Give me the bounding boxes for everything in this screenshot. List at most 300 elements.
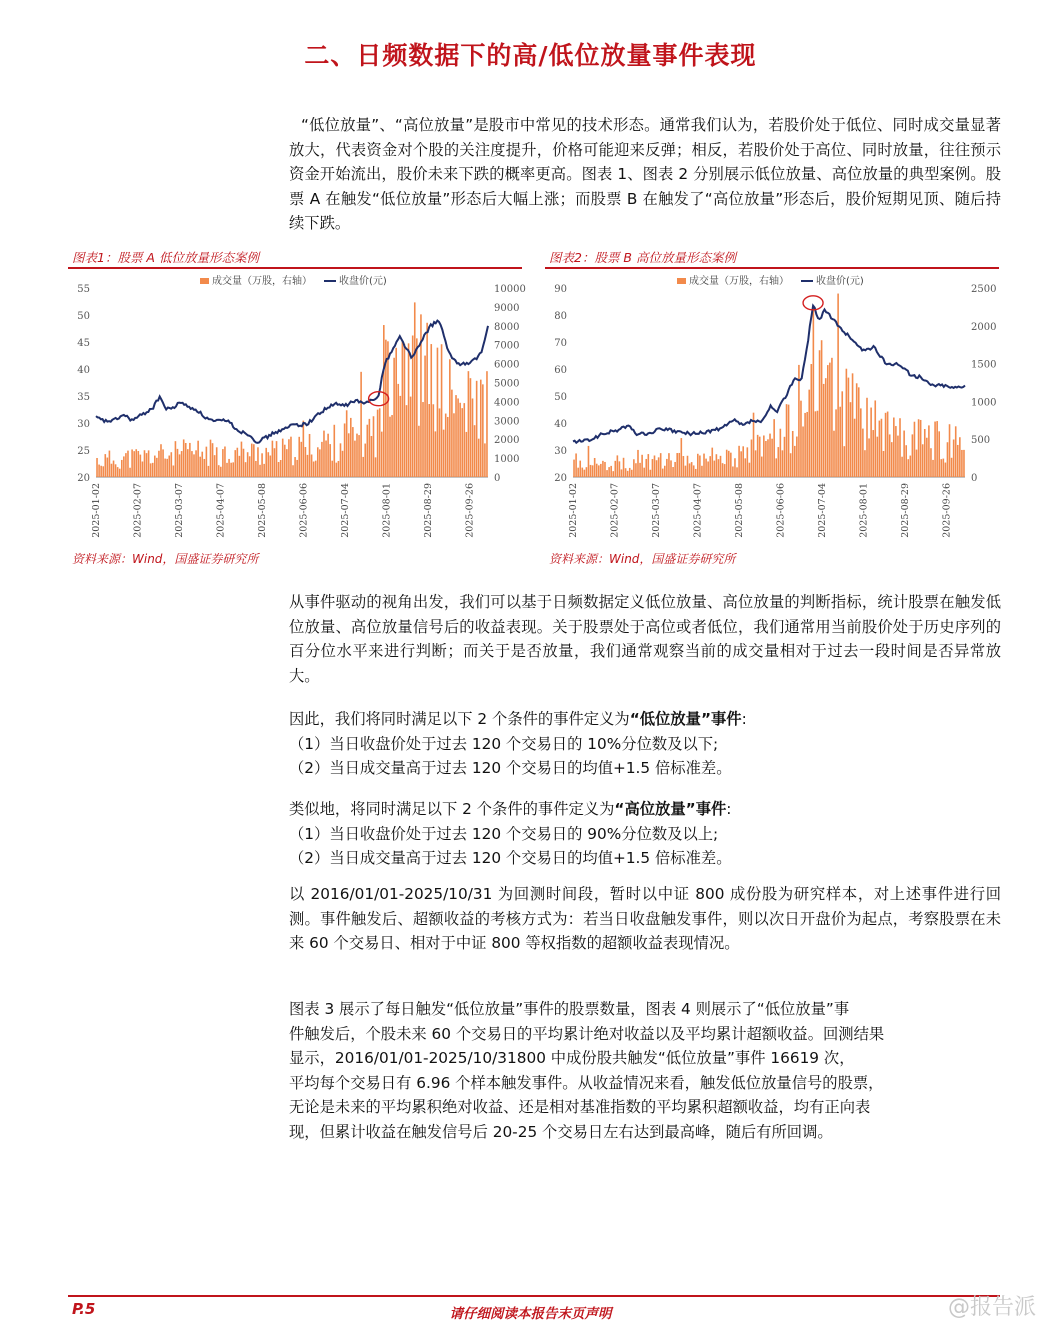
volume-bar: [234, 450, 236, 477]
volume-bar: [831, 358, 833, 477]
volume-bar: [303, 421, 305, 477]
volume-bar: [346, 410, 348, 477]
volume-bar: [137, 451, 139, 477]
volume-bar: [643, 468, 645, 477]
high-def-lead: 类似地，将同时满足以下 2 个条件的事件定义为: [289, 800, 615, 818]
low-def-lead-line: [289, 707, 1001, 732]
volume-bar: [117, 467, 119, 477]
volume-bar: [433, 404, 435, 477]
x-tick-label: 2025-05-08: [256, 483, 268, 538]
volume-bar: [635, 463, 637, 477]
volume-bar: [100, 466, 102, 477]
volume-bar: [426, 323, 428, 477]
volume-bar: [195, 450, 197, 477]
volume-bar: [584, 470, 586, 477]
y-left-tick-label: 40: [554, 419, 567, 430]
volume-bar: [272, 441, 274, 477]
volume-bar: [402, 341, 404, 477]
figure-1-rule: [68, 267, 522, 269]
volume-bar: [317, 447, 319, 477]
volume-bar: [701, 466, 703, 477]
volume-bar: [850, 402, 852, 477]
volume-bar: [930, 448, 932, 477]
volume-bar: [383, 325, 385, 477]
volume-bar: [164, 459, 166, 477]
volume-bar: [744, 458, 746, 477]
volume-bar: [224, 447, 226, 477]
y-left-tick-label: 55: [77, 284, 90, 295]
volume-bar: [379, 408, 381, 477]
volume-bar: [821, 340, 823, 477]
volume-bar: [373, 416, 375, 477]
volume-bar: [953, 439, 955, 477]
volume-bar: [338, 461, 340, 477]
low-volume-definition: [289, 707, 1001, 781]
volume-bar: [352, 427, 354, 477]
volume-bar: [854, 419, 856, 477]
volume-bar: [780, 429, 782, 477]
volume-bar: [162, 449, 164, 477]
volume-bar: [705, 459, 707, 477]
high-def-cond2: （2）当日成交量高于过去 120 个交易日的均值+1.5 倍标准差。: [289, 849, 732, 867]
legend-volume-label: 成交量（万股，右轴）: [689, 276, 789, 287]
volume-bar: [833, 431, 835, 477]
volume-bar: [771, 439, 773, 477]
volume-bar: [111, 464, 113, 477]
x-tick-label: 2025-08-01: [381, 483, 393, 538]
volume-bar: [175, 441, 177, 477]
volume-bar: [323, 431, 325, 477]
y-left-tick-label: 90: [554, 284, 567, 295]
volume-bar: [662, 469, 664, 477]
volume-bar: [193, 454, 195, 477]
volume-bar: [709, 456, 711, 477]
volume-bar: [918, 419, 920, 477]
volume-bar: [197, 441, 199, 477]
high-def-cond1: （1）当日收盘价处于过去 120 个交易日的 90%分位数及以上;: [289, 824, 719, 843]
volume-bar: [311, 454, 313, 477]
volume-bar: [129, 468, 131, 477]
volume-bar: [300, 442, 302, 477]
volume-bar: [617, 455, 619, 477]
volume-bar: [914, 422, 916, 477]
low-def-cond1: （1）当日收盘价处于过去 120 个交易日的 10%分位数及以下;: [289, 734, 719, 753]
volume-bar: [437, 348, 439, 477]
volume-bar: [416, 338, 418, 477]
volume-bar: [354, 441, 356, 477]
volume-bar: [331, 461, 333, 477]
low-def-name: “低位放量”事件: [629, 710, 742, 728]
volume-bar: [866, 398, 868, 477]
volume-bar: [600, 464, 602, 477]
volume-bar: [891, 442, 893, 477]
page-number: P.5: [72, 1300, 96, 1318]
figure-1-caption: 图表1：股票 A 低位放量形态案例: [72, 250, 259, 265]
volume-bar: [356, 434, 358, 477]
volume-bar: [430, 344, 432, 477]
volume-bar: [606, 470, 608, 477]
volume-bar: [296, 460, 298, 477]
volume-bar: [208, 466, 210, 477]
volume-bar: [852, 373, 854, 477]
volume-bar: [602, 461, 604, 477]
volume-bar: [718, 459, 720, 477]
volume-bar: [577, 468, 579, 477]
volume-bar: [763, 435, 765, 477]
price-line: [573, 306, 965, 443]
volume-bar: [784, 437, 786, 477]
volume-bar: [113, 461, 115, 477]
volume-bar: [371, 436, 373, 477]
high-volume-definition: [289, 797, 1001, 871]
volume-bar: [369, 419, 371, 477]
volume-bar: [885, 413, 887, 477]
volume-bar: [199, 457, 201, 477]
volume-bar: [579, 461, 581, 477]
volume-bar: [856, 383, 858, 477]
volume-bar: [625, 468, 627, 477]
high-def-lead-line: [289, 797, 1001, 822]
volume-bar: [125, 453, 127, 477]
volume-bar: [367, 425, 369, 477]
volume-bar: [263, 464, 265, 477]
y-left-tick-label: 30: [77, 419, 90, 430]
volume-bar: [381, 432, 383, 477]
volume-bar: [961, 450, 963, 477]
watermark: @报告派: [948, 1295, 1037, 1320]
y-right-tick-label: 1000: [971, 397, 997, 409]
volume-bar: [410, 397, 412, 477]
volume-bar: [693, 465, 695, 477]
volume-bar: [813, 306, 815, 477]
volume-bar: [171, 452, 173, 477]
volume-bar: [796, 437, 798, 477]
volume-bar: [251, 444, 253, 477]
volume-bar: [794, 446, 796, 477]
volume-bar: [879, 421, 881, 477]
volume-bar: [154, 456, 156, 477]
y-left-tick-label: 20: [77, 473, 90, 484]
volume-bar: [815, 411, 817, 477]
x-tick-label: 2025-08-29: [422, 483, 434, 538]
volume-bar: [951, 458, 953, 477]
volume-bar: [104, 454, 106, 477]
volume-bar: [786, 404, 788, 477]
x-tick-label: 2025-03-07: [650, 483, 662, 538]
results-paragraph: [289, 997, 1001, 1144]
volume-bar: [191, 451, 193, 477]
volume-bar: [716, 454, 718, 477]
y-right-tick-label: 10000: [494, 284, 526, 295]
volume-bar: [837, 294, 839, 477]
volume-bar: [406, 405, 408, 477]
volume-bar: [457, 398, 459, 477]
volume-bar: [666, 459, 668, 477]
volume-bar: [439, 408, 441, 477]
volume-bar: [179, 454, 181, 477]
volume-bar: [486, 371, 488, 477]
volume-bar: [945, 463, 947, 477]
x-tick-label: 2025-08-29: [899, 483, 911, 538]
volume-bar: [703, 454, 705, 477]
volume-bar: [581, 468, 583, 477]
volume-bar: [344, 423, 346, 477]
volume-bar: [817, 411, 819, 477]
volume-bar: [819, 350, 821, 477]
volume-bar: [683, 456, 685, 477]
volume-bar: [140, 455, 142, 477]
volume-bar: [765, 441, 767, 477]
volume-bar: [769, 434, 771, 477]
volume-bar: [949, 424, 951, 477]
volume-bar: [920, 420, 922, 477]
volume-bar: [755, 450, 757, 477]
volume-bar: [695, 469, 697, 477]
results-line-5: 无论是未来的平均累积绝对收益、还是相对基准指数的平均累积超额收益，均有正向表: [289, 1098, 871, 1116]
y-left-tick-label: 25: [77, 446, 90, 457]
volume-bar: [121, 460, 123, 477]
high-def-name: “高位放量”事件: [614, 800, 727, 818]
volume-bar: [641, 455, 643, 477]
y-right-tick-label: 2000: [494, 435, 520, 447]
volume-bar: [185, 443, 187, 477]
legend-volume-swatch: [200, 278, 209, 284]
volume-bar: [612, 471, 614, 477]
volume-bar: [206, 447, 208, 477]
volume-bar: [146, 453, 148, 477]
volume-bar: [699, 455, 701, 477]
volume-bar: [881, 419, 883, 477]
volume-bar: [672, 467, 674, 477]
volume-bar: [759, 437, 761, 477]
volume-bar: [463, 403, 465, 477]
volume-bar: [98, 465, 100, 477]
x-tick-label: 2025-02-07: [609, 483, 621, 538]
volume-bar: [912, 434, 914, 477]
volume-bar: [391, 415, 393, 477]
volume-bar: [839, 407, 841, 477]
volume-bar: [932, 460, 934, 477]
volume-bar: [230, 463, 232, 477]
volume-bar: [687, 456, 689, 477]
volume-bar: [249, 456, 251, 477]
volume-bar: [722, 463, 724, 477]
volume-bar: [689, 463, 691, 477]
volume-bar: [753, 413, 755, 477]
volume-bar: [573, 460, 575, 477]
volume-bar: [775, 458, 777, 477]
y-right-tick-label: 2000: [971, 321, 997, 333]
volume-bar: [364, 444, 366, 477]
volume-bar: [472, 398, 474, 477]
y-left-tick-label: 50: [554, 392, 567, 403]
volume-bar: [767, 439, 769, 477]
disclaimer-note: 请仔细阅读本报告末页声明: [449, 1306, 612, 1322]
y-right-tick-label: 3000: [494, 416, 520, 428]
volume-bar: [877, 437, 879, 477]
volume-bar: [668, 453, 670, 477]
volume-bar: [598, 465, 600, 477]
volume-bar: [393, 358, 395, 477]
volume-bar: [835, 409, 837, 477]
volume-bar: [435, 431, 437, 477]
volume-bar: [482, 384, 484, 477]
x-tick-label: 2025-09-26: [464, 483, 476, 538]
volume-bar: [924, 429, 926, 477]
volume-bar: [804, 413, 806, 477]
volume-bar: [478, 439, 480, 477]
volume-bar: [210, 440, 212, 477]
x-tick-label: 2025-05-08: [733, 483, 745, 538]
volume-bar: [404, 344, 406, 477]
volume-bar: [156, 458, 158, 477]
volume-bar: [173, 465, 175, 477]
volume-bar: [288, 439, 290, 477]
volume-bar: [874, 400, 876, 477]
volume-bar: [168, 456, 170, 477]
volume-bar: [237, 448, 239, 477]
volume-bar: [321, 442, 323, 477]
volume-bar: [645, 459, 647, 477]
volume-bar: [255, 461, 257, 477]
volume-bar: [177, 449, 179, 477]
volume-bar: [133, 451, 135, 477]
intro-paragraph: “低位放量”、“高位放量”是股市中常见的技术形态。通常我们认为，若股价处于低位、同时成交量显著放大，代表资金对个股的关注度提升，价格可能迎来反弹；相反，若股价处于高位、同时放量，往往预示资金开始流出，股价未来下跌的概率更高。图表 1、图表 2 分别展示低位放量、高位放量的典型案例。股票 A 在触发“低位放量”形态后大幅上涨；而股票 B 在触发了“高位放量”形态后，股价短期见顶、随后持续下跌。: [289, 116, 1001, 232]
volume-bar: [829, 363, 831, 477]
volume-bar: [806, 412, 808, 477]
x-tick-label: 2025-09-26: [941, 483, 953, 538]
volume-bar: [350, 418, 352, 477]
results-line-6: 现，但累计收益在触发信号后 20-25 个交易日左右达到最高峰，随后有所回调。: [289, 1122, 833, 1141]
volume-bar: [466, 432, 468, 477]
x-tick-label: 2025-06-06: [775, 483, 787, 538]
volume-bar: [608, 467, 610, 477]
volume-bar: [102, 466, 104, 477]
volume-bar: [868, 438, 870, 477]
volume-bar: [160, 444, 162, 477]
y-right-tick-label: 0: [494, 473, 501, 484]
volume-bar: [685, 466, 687, 477]
y-right-tick-label: 500: [971, 435, 991, 447]
volume-bar: [903, 431, 905, 477]
volume-bar: [660, 453, 662, 477]
volume-bar: [732, 466, 734, 477]
x-tick-label: 2025-08-01: [858, 483, 870, 538]
x-tick-label: 2025-04-07: [215, 483, 227, 538]
backtest-paragraph: 以 2016/01/01-2025/10/31 为回测时间段，暂时以中证 800 成份股为研究样本，对上述事件进行回测。事件触发后、超额收益的考核方式为：若当日收盘触发事件，则以次日开盘价为起点，考察股票在未来 60 个交易日、相对于中证 800 等权指数的超额收益表现情况。: [289, 885, 1001, 952]
figure-2-caption: 图表2：股票 B 高位放量形态案例: [549, 250, 736, 265]
volume-bar: [253, 444, 255, 477]
volume-bar: [290, 437, 292, 477]
volume-bar: [872, 430, 874, 477]
results-line-3: 显示，2016/01/01-2025/10/31800 中成份股共触发“低位放量”事件 16619 次，: [289, 1049, 855, 1067]
volume-bar: [298, 437, 300, 477]
volume-bar: [201, 452, 203, 477]
y-right-tick-label: 1000: [494, 454, 520, 466]
volume-bar: [327, 434, 329, 477]
volume-bar: [449, 359, 451, 477]
volume-bar: [963, 450, 965, 477]
volume-bar: [276, 441, 278, 477]
high-def-tail: :: [726, 800, 732, 818]
volume-bar: [922, 444, 924, 477]
volume-bar: [864, 450, 866, 477]
volume-bar: [627, 471, 629, 477]
low-def-tail: :: [741, 710, 747, 728]
volume-bar: [614, 461, 616, 477]
volume-bar: [119, 469, 121, 477]
volume-bar: [204, 459, 206, 477]
y-right-tick-label: 9000: [494, 302, 520, 314]
volume-bar: [261, 453, 263, 477]
volume-bar: [218, 465, 220, 477]
volume-bar: [761, 457, 763, 477]
legend-volume-label: 成交量（万股，右轴）: [212, 276, 312, 287]
volume-bar: [773, 419, 775, 477]
volume-bar: [588, 446, 590, 477]
volume-bar: [377, 410, 379, 477]
volume-bar: [480, 380, 482, 477]
volume-bar: [389, 417, 391, 477]
volume-bar: [947, 442, 949, 477]
volume-bar: [938, 431, 940, 477]
x-tick-label: 2025-04-07: [692, 483, 704, 538]
volume-bar: [707, 461, 709, 477]
volume-bar: [451, 390, 453, 477]
volume-bar: [678, 453, 680, 477]
volume-bar: [468, 371, 470, 477]
volume-bar: [887, 412, 889, 477]
low-def-cond2: （2）当日成交量高于过去 120 个交易日的均值+1.5 倍标准差。: [289, 759, 732, 777]
y-left-tick-label: 50: [77, 311, 90, 322]
legend-volume-swatch: [677, 278, 686, 284]
volume-bar: [144, 450, 146, 477]
volume-bar: [484, 443, 486, 477]
volume-bar: [245, 462, 247, 477]
volume-bar: [265, 448, 267, 477]
volume-bar: [691, 462, 693, 477]
volume-bar: [325, 441, 327, 477]
volume-bar: [676, 453, 678, 477]
volume-bar: [728, 451, 730, 477]
volume-bar: [650, 470, 652, 477]
volume-bar: [757, 435, 759, 477]
volume-bar: [152, 463, 154, 477]
results-line-1: 图表 3 展示了每日触发“低位放量”事件的股票数量，图表 4 则展示了“低位放量”事: [289, 1000, 850, 1018]
volume-bar: [738, 446, 740, 477]
volume-bar: [955, 426, 957, 477]
volume-bar: [907, 459, 909, 477]
volume-bar: [115, 464, 117, 477]
volume-bar: [943, 459, 945, 477]
volume-bar: [724, 464, 726, 477]
figure-2: [545, 248, 999, 570]
volume-bar: [959, 437, 961, 477]
volume-bar: [629, 468, 631, 477]
volume-bar: [257, 447, 259, 477]
volume-bar: [697, 454, 699, 477]
page-title: 二、日频数据下的高/低位放量事件表现: [304, 41, 757, 70]
volume-bar: [150, 463, 152, 477]
y-right-tick-label: 0: [971, 473, 978, 484]
volume-bar: [827, 365, 829, 477]
volume-bar: [214, 455, 216, 477]
volume-bar: [461, 408, 463, 477]
legend: [677, 274, 864, 287]
volume-bar: [664, 466, 666, 477]
volume-bar: [674, 462, 676, 477]
volume-bar: [187, 449, 189, 477]
